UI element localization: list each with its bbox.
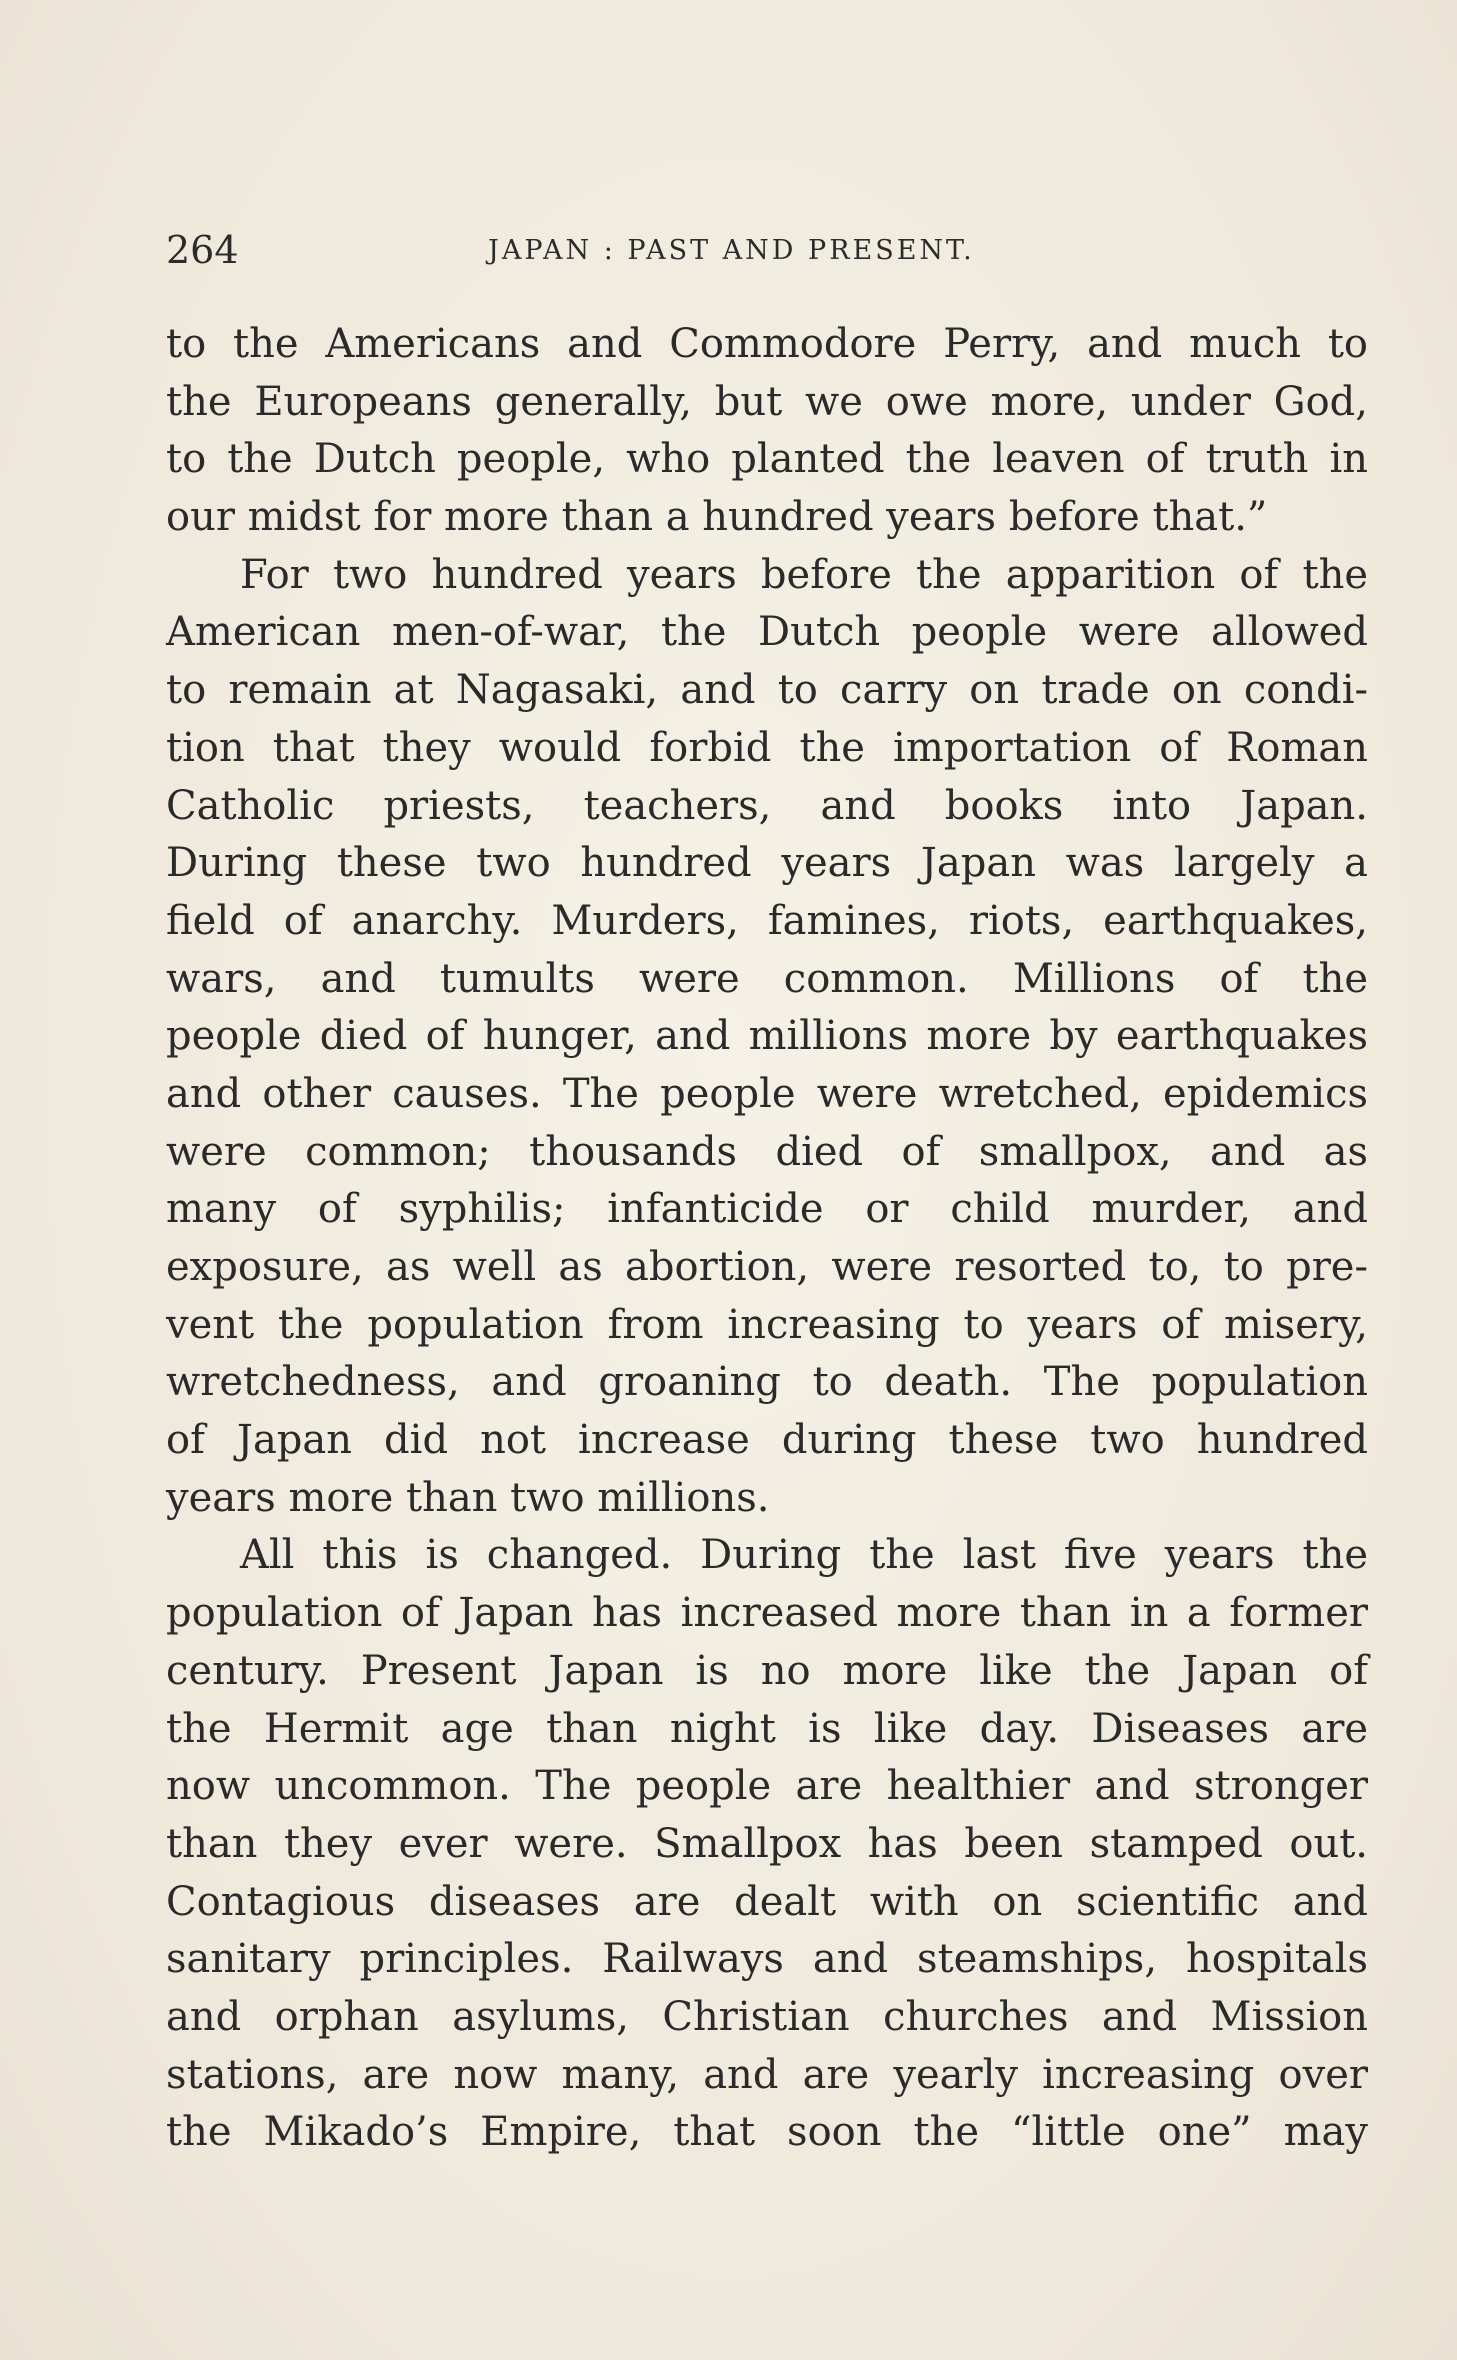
text-line: of Japan did not increase during these two hundred	[166, 1417, 1368, 1464]
text-line: than they ever were. Smallpox has been stamped out.	[166, 1820, 1368, 1867]
text-line: exposure, as well as abortion, were resorted to, to pre-	[166, 1244, 1368, 1290]
text-line: stations, are now many, and are yearly increasing over	[166, 2051, 1368, 2098]
text-line: wars, and tumults were common. Millions of the	[166, 955, 1368, 1002]
text-line: century. Present Japan is no more like the Japan of	[166, 1647, 1368, 1694]
text-line: For two hundred years before the apparition of the	[240, 551, 1368, 598]
text-line: the Europeans generally, but we owe more, under God,	[166, 378, 1368, 425]
text-line: Contagious diseases are dealt with on scientific and	[166, 1878, 1368, 1925]
text-line: many of syphilis; infanticide or child murder, and	[166, 1186, 1368, 1233]
text-line: field of anarchy. Murders, famines, riots, earthquakes,	[166, 897, 1368, 944]
text-line: years more than two millions.	[166, 1474, 770, 1521]
text-line: wretchedness, and groaning to death. The population	[166, 1359, 1368, 1406]
text-line: the Mikado’s Empire, that soon the “little one” may	[166, 2109, 1368, 2156]
text-line: and orphan asylums, Christian churches and Mission	[166, 1993, 1368, 2040]
text-line: the Hermit age than night is like day. Diseases are	[166, 1705, 1368, 1752]
text-line: to remain at Nagasaki, and to carry on trade on condi-	[166, 667, 1368, 714]
text-line: All this is changed. During the last five years the	[240, 1532, 1368, 1579]
text-line: to the Dutch people, who planted the leaven of truth in	[166, 436, 1368, 483]
body-text	[166, 316, 1368, 2162]
text-line: sanitary principles. Railways and steamships, hospitals	[166, 1936, 1368, 1983]
text-line: and other causes. The people were wretched, epidemics	[166, 1070, 1368, 1117]
text-line: our midst for more than a hundred years before that.”	[166, 494, 1268, 541]
running-head: JAPAN : PAST AND PRESENT.	[488, 235, 975, 266]
text-line: to the Americans and Commodore Perry, and much to	[166, 321, 1368, 367]
text-line: vent the population from increasing to years of misery,	[166, 1301, 1368, 1348]
page-header	[166, 220, 1366, 280]
text-line: now uncommon. The people are healthier and stronger	[166, 1763, 1368, 1810]
page-number: 264	[166, 228, 239, 272]
text-line: population of Japan has increased more than in a former	[166, 1590, 1368, 1637]
text-line: During these two hundred years Japan was largely a	[166, 840, 1368, 887]
text-line: people died of hunger, and millions more by earthquakes	[166, 1013, 1368, 1060]
text-line: tion that they would forbid the importation of Roman	[166, 724, 1368, 771]
text-line: Catholic priests, teachers, and books into Japan.	[166, 782, 1368, 829]
text-line: were common; thousands died of smallpox, and as	[166, 1128, 1368, 1175]
text-line: American men-of-war, the Dutch people were allowed	[166, 609, 1368, 656]
